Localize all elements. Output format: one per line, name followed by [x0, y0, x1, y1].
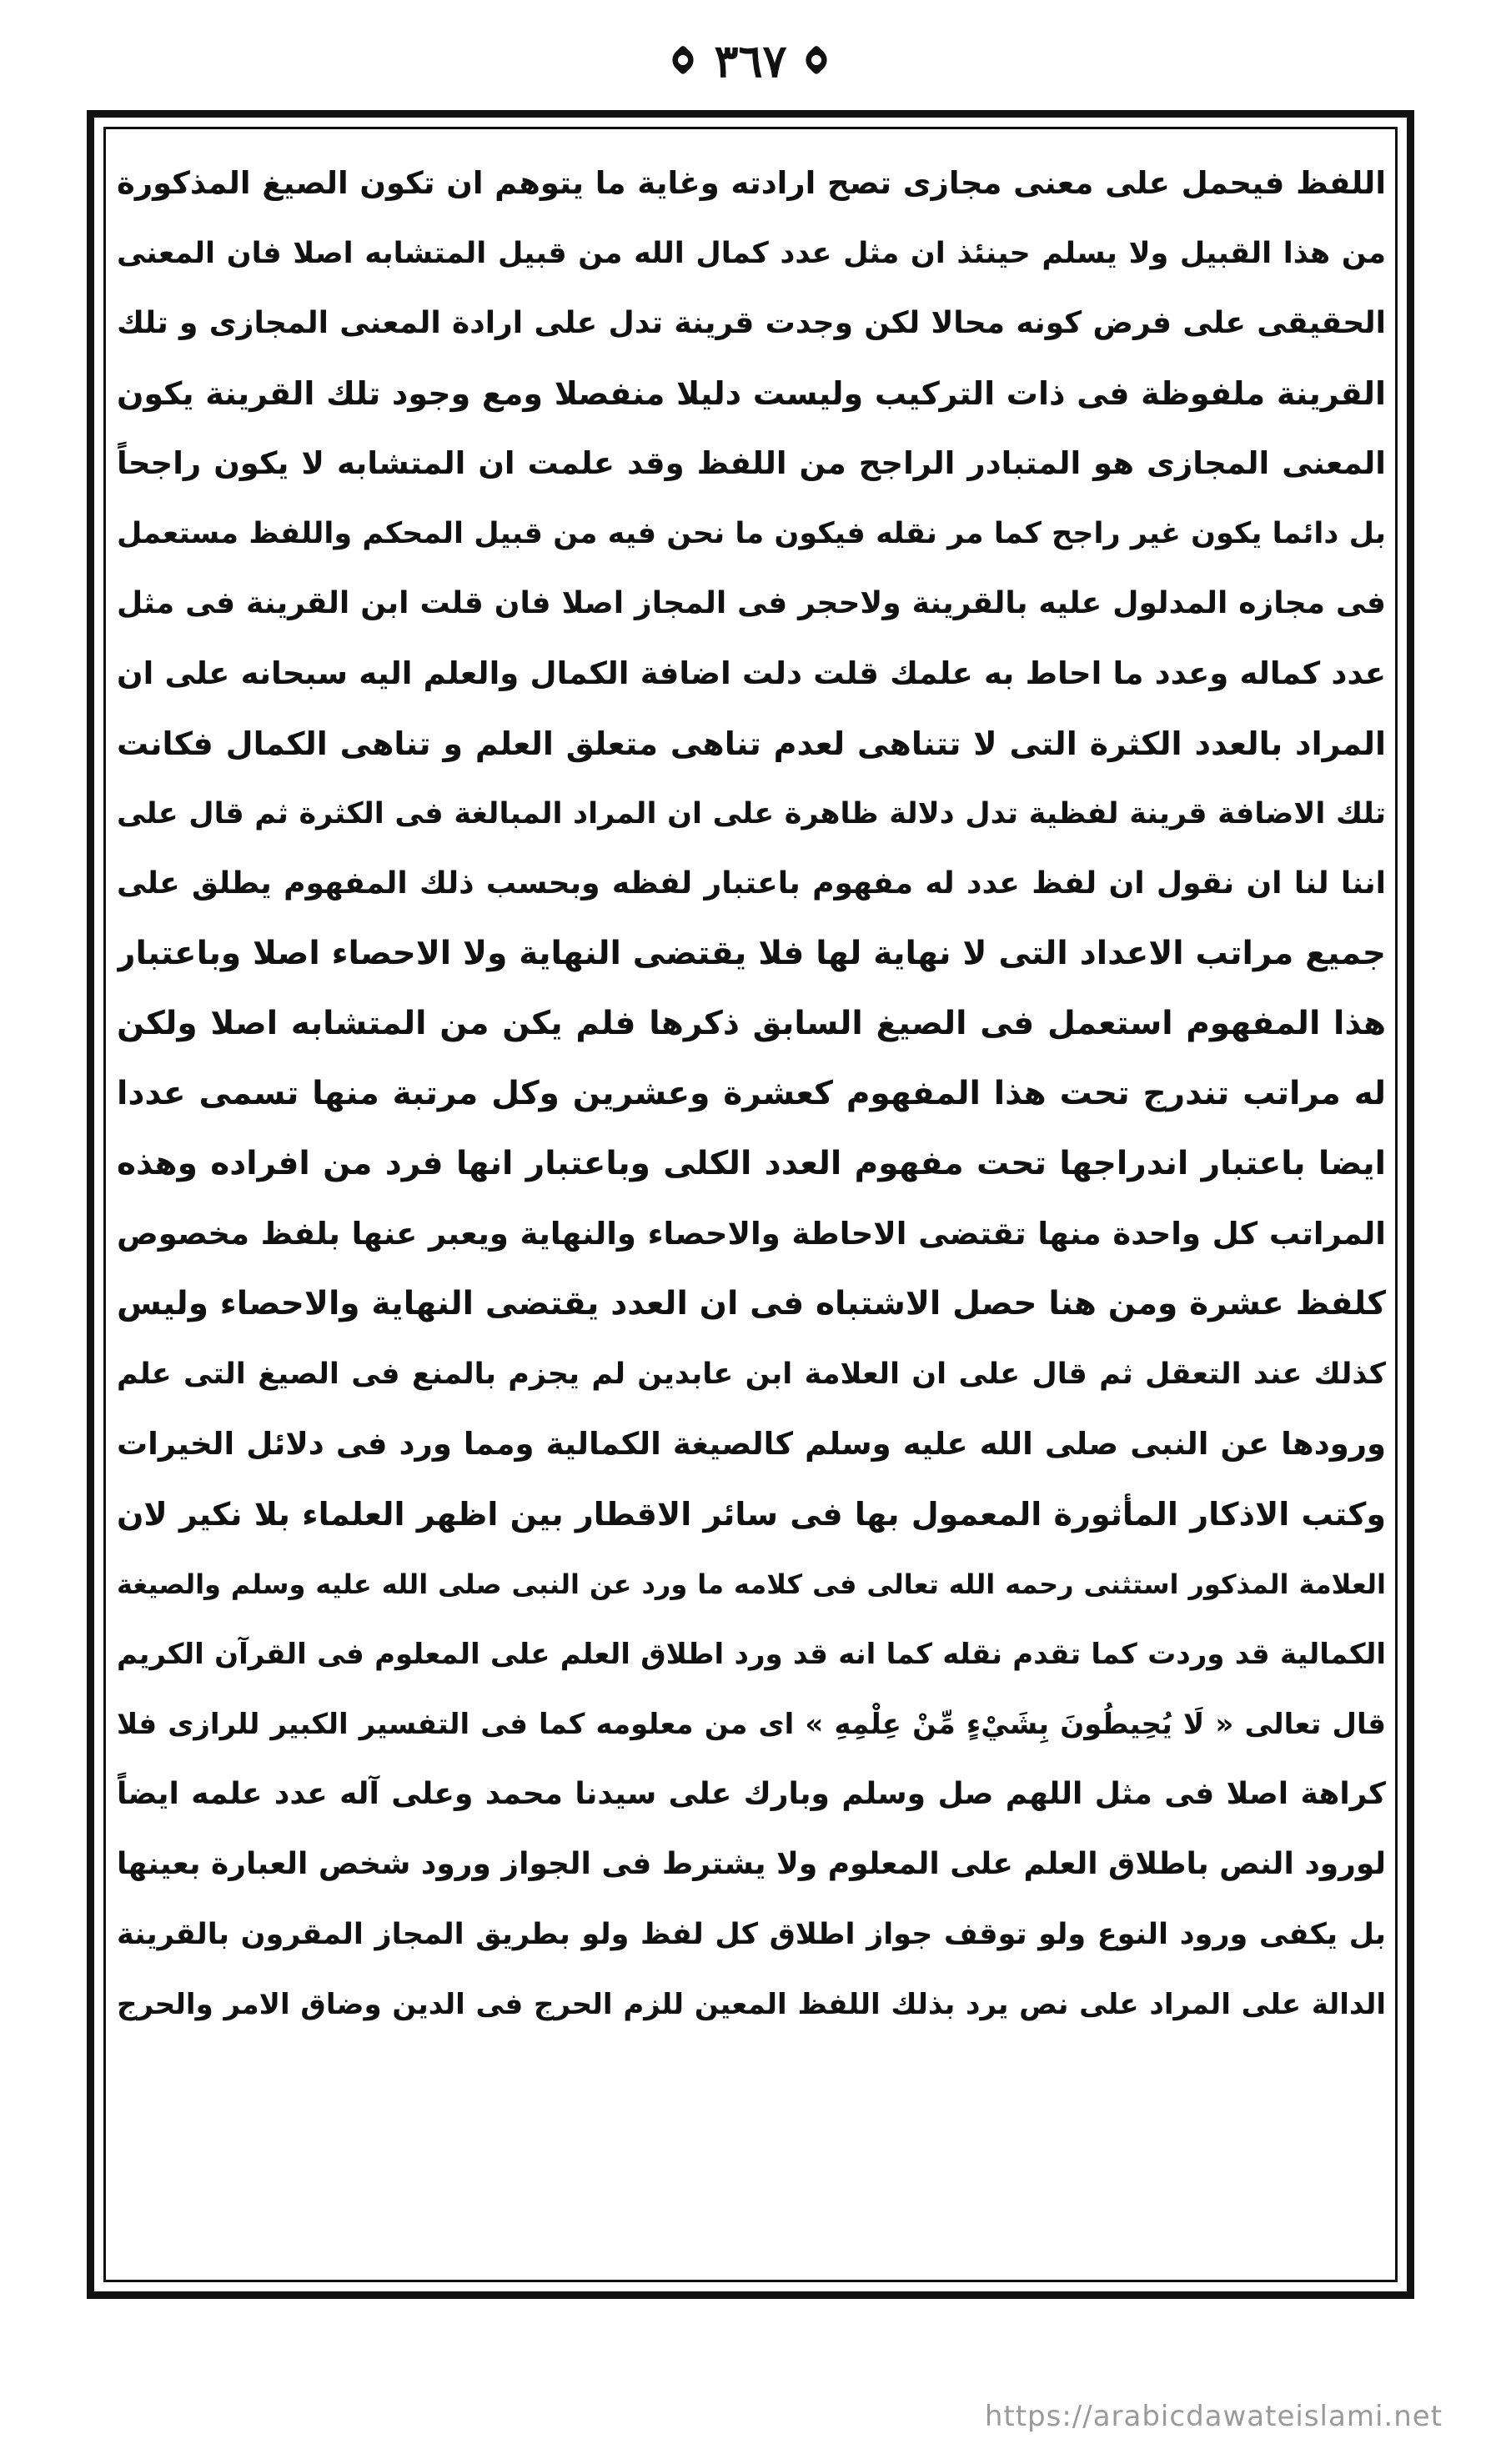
text-line: اللفظ فيحمل على معنى مجازى تصح ارادته وغاية ما يتوهم ان تكون الصيغ المذكورة — [117, 165, 1386, 201]
page-text-body — [117, 148, 1386, 2040]
text-line: له مراتب تندرج تحت هذا المفهوم كعشرة وعشرين وكل مرتبة منها تسمى عددا — [117, 1075, 1386, 1112]
page-number: ٣٦٧ — [714, 34, 787, 88]
text-line: ايضا باعتبار اندراجها تحت مفهوم العدد الكلى وباعتبار انها فرد من افراده وهذه — [117, 1145, 1386, 1182]
text-line: كذلك عند التعقل ثم قال على ان العلامة ابن عابدين لم يجزم بالمنع فى الصيغ التى علم — [117, 1357, 1386, 1391]
text-line: تلك الاضافة قرينة لفظية تدل دلالة ظاهرة على ان المراد المبالغة فى الكثرة ثم قال على — [117, 797, 1386, 831]
text-line: المراد بالعدد الكثرة التى لا تتناهى لعدم تناهى متعلق العلم و تناهى الكمال فكانت — [117, 725, 1386, 762]
text-line: لورود النص باطلاق العلم على المعلوم ولا يشترط فى الجواز ورود شخص العبارة بعينها — [117, 1847, 1386, 1881]
text-line: الدالة على المراد على نص يرد بذلك اللفظ المعين للزم الحرج فى الدين وضاق الامر والحرج — [117, 1988, 1386, 2021]
ornament-left-icon — [665, 43, 702, 79]
source-url[interactable]: https://arabicdawateislami.net — [984, 2400, 1443, 2433]
text-line: كراهة اصلا فى مثل اللهم صل وسلم وبارك على سيدنا محمد وعلى آله عدد علمه ايضاً — [117, 1777, 1386, 1811]
text-line: هذا المفهوم استعمل فى الصيغ السابق ذكرها فلم يكن من المتشابه اصلا ولكن — [117, 1005, 1386, 1042]
text-line: المراتب كل واحدة منها تقتضى الاحاطة والاحصاء والنهاية ويعبر عنها بلفظ مخصوص — [117, 1216, 1386, 1252]
page-header — [0, 23, 1501, 98]
text-line: بل يكفى ورود النوع ولو توقف جواز اطلاق كل لفظ ولو بطريق المجاز المقرون بالقرينة — [117, 1918, 1386, 1951]
page-number-ornament — [665, 34, 835, 88]
text-line: وكتب الاذكار المأثورة المعمول بها فى سائر الاقطار بين اظهر العلماء بلا نكير لان — [117, 1496, 1386, 1533]
text-line: ورودها عن النبى صلى الله عليه وسلم كالصيغة الكمالية ومما ورد فى دلائل الخيرات — [117, 1426, 1386, 1462]
text-line: القرينة ملفوظة فى ذات التركيب وليست دليلا منفصلا ومع وجود تلك القرينة يكون — [117, 375, 1386, 412]
text-line: كلفظ عشرة ومن هنا حصل الاشتباه فى ان العدد يقتضى النهاية والاحصاء وليس — [117, 1285, 1386, 1322]
text-line: العلامة المذكور استثنى رحمه الله تعالى فى كلامه ما ورد عن النبى صلى الله عليه وسلم والصيغة — [117, 1568, 1386, 1600]
text-line: عدد كماله وعدد ما احاط به علمك قلت دلت اضافة الكمال والعلم اليه سبحانه على ان — [117, 655, 1386, 691]
text-line: الكمالية قد وردت كما تقدم نقله كما انه قد ورد اطلاق العلم على المعلوم فى القرآن الكريم — [117, 1638, 1386, 1671]
text-line: جميع مراتب الاعداد التى لا نهاية لها فلا يقتضى النهاية ولا الاحصاء اصلا وباعتبار — [117, 935, 1386, 972]
text-line: اننا لنا ان نقول ان لفظ عدد له مفهوم باعتبار لفظه وبحسب ذلك المفهوم يطلق على — [117, 866, 1386, 901]
text-line: الحقيقى على فرض كونه محالا لكن وجدت قرينة تدل على ارادة المعنى المجازى و تلك — [117, 306, 1386, 340]
text-line: من هذا القبيل ولا يسلم حينئذ ان مثل عدد كمال الله من قبيل المتشابه اصلا فان المعنى — [117, 237, 1386, 270]
ornament-right-icon — [799, 43, 836, 79]
text-line: فى مجازه المدلول عليه بالقرينة ولاحجر فى المجاز اصلا فان قلت ابن القرينة فى مثل — [117, 586, 1386, 620]
text-line: قال تعالى « لَا يُحِيطُونَ بِشَيْءٍ مِّنْ عِلْمِهِ » اى من معلومه كما فى التفسير الكبير للرازى فلا — [117, 1708, 1386, 1741]
text-line: بل دائما يكون غير راجح كما مر نقله فيكون ما نحن فيه من قبيل المحكم واللفظ مستعمل — [117, 517, 1386, 550]
text-line: المعنى المجازى هو المتبادر الراجح من اللفظ وقد علمت ان المتشابه لا يكون راجحاً — [117, 445, 1386, 481]
